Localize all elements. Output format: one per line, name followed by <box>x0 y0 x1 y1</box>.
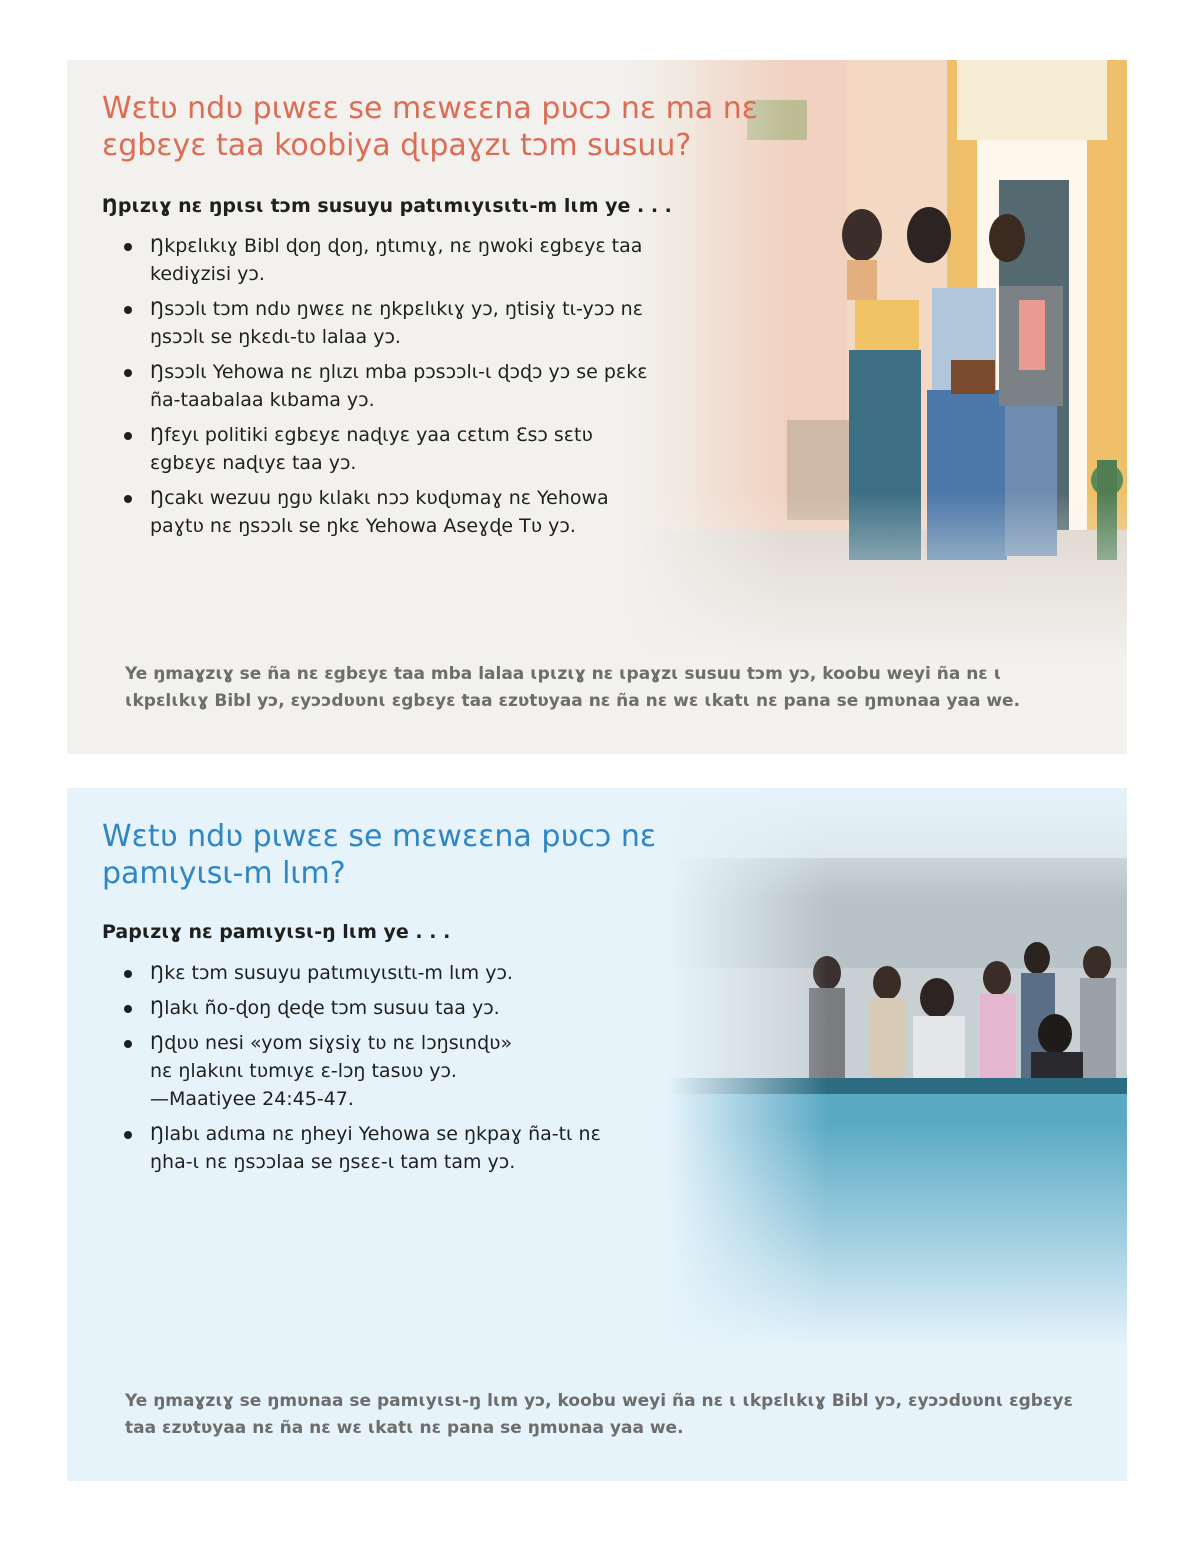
preaching-card <box>67 60 1127 754</box>
list-item <box>122 959 602 987</box>
list-item-text: Ŋɖʋʋ nesi «yom siɣsiɣ tʋ nɛ lɔŋsɩnɖʋ» nɛ ŋlakɩnɩ tʋmɩyɛ ɛ-lɔŋ tasʋʋ yɔ. —Maatiyee 24:45-47. <box>150 1032 513 1110</box>
bullet-icon <box>124 369 132 377</box>
bullet-icon <box>124 306 132 314</box>
requirements-list <box>122 232 652 547</box>
bullet-icon <box>124 243 132 251</box>
list-item <box>122 1029 602 1113</box>
bullet-icon <box>124 1040 132 1048</box>
bullet-icon <box>124 1131 132 1139</box>
list-item <box>122 358 652 414</box>
section-title: Wɛtʋ ndʋ pɩwɛɛ se mɛwɛɛna pʋcɔ nɛ pamɩyɩsɩ-m lɩm? <box>102 819 657 891</box>
bullet-icon <box>124 432 132 440</box>
list-item <box>122 1120 602 1176</box>
list-item <box>122 295 652 351</box>
bullet-icon <box>124 495 132 503</box>
section-lead: Papɩzɩɣ nɛ pamɩyɩsɩ-ŋ lɩm ye . . . <box>102 921 451 943</box>
bullet-icon <box>124 970 132 978</box>
list-item-text: Ŋkɛ tɔm susuyu patɩmɩyɩsɩtɩ-m lɩm yɔ. <box>150 962 513 984</box>
section-note: Ye ŋmaɣzɩɣ se ŋmʋnaa se pamɩyɩsɩ-ŋ lɩm yɔ, koobu weyi ña nɛ ɩ ɩkpɛlɩkɩɣ Bibl yɔ, ɛyɔɔdʋʋnɩ ɛgbɛyɛ taa ɛzʋtʋyaa nɛ ña nɛ wɛ ɩkatɩ nɛ pana se ŋmʋnaa yaa we. <box>125 1391 1073 1438</box>
section-lead: Ŋpɩzɩɣ nɛ ŋpɩsɩ tɔm susuyu patɩmɩyɩsɩtɩ-m lɩm ye . . . <box>102 195 672 217</box>
list-item-text: Ŋlabɩ adɩma nɛ ŋheyi Yehowa se ŋkpaɣ ña-tɩ nɛ ŋha-ɩ nɛ ŋsɔɔlaa se ŋsɛɛ-ɩ tam tam yɔ. <box>150 1123 601 1173</box>
list-item <box>122 484 652 540</box>
section-note: Ye ŋmaɣzɩɣ se ña nɛ ɛgbɛyɛ taa mba lalaa ɩpɩzɩɣ nɛ ɩpaɣzɩ susuu tɔm yɔ, koobu weyi ña nɛ ɩ ɩkpɛlɩkɩɣ Bibl yɔ, ɛyɔɔdʋʋnɩ ɛgbɛyɛ taa ɛzʋtʋyaa nɛ ña nɛ wɛ ɩkatɩ nɛ pana se ŋmʋnaa yaa we. <box>125 664 1021 711</box>
requirements-list <box>122 959 602 1183</box>
list-item <box>122 421 652 477</box>
section-title: Wɛtʋ ndʋ pɩwɛɛ se mɛwɛɛna pʋcɔ nɛ ma nɛ ɛgbɛyɛ taa koobiya ɖɩpaɣzɩ tɔm susuu? <box>102 91 758 163</box>
list-item <box>122 232 652 288</box>
list-item-text: Ŋsɔɔlɩ tɔm ndʋ ŋwɛɛ nɛ ŋkpɛlɩkɩɣ yɔ, ŋtisiɣ tɩ-yɔɔ nɛ ŋsɔɔlɩ se ŋkɛdɩ-tʋ lalaa yɔ. <box>150 298 643 348</box>
baptism-card <box>67 788 1127 1481</box>
list-item-text: Ŋfɛyɩ politiki ɛgbɛyɛ naɖɩyɛ yaa cɛtɩm Ɛsɔ sɛtʋ ɛgbɛyɛ naɖɩyɛ taa yɔ. <box>150 424 593 474</box>
list-item-text: Ŋsɔɔlɩ Yehowa nɛ ŋlɩzɩ mba pɔsɔɔlɩ-ɩ ɖɔɖɔ yɔ se pɛkɛ ña-taabalaa kɩbama yɔ. <box>150 361 648 411</box>
list-item-text: Ŋlakɩ ño-ɖoŋ ɖeɖe tɔm susuu taa yɔ. <box>150 997 500 1019</box>
bullet-icon <box>124 1005 132 1013</box>
list-item-text: Ŋcakɩ wezuu ŋgʋ kɩlakɩ nɔɔ kʋɖʋmaɣ nɛ Yehowa paɣtʋ nɛ ŋsɔɔlɩ se ŋkɛ Yehowa Aseɣɖe Tʋ yɔ. <box>150 487 609 537</box>
list-item <box>122 994 602 1022</box>
list-item-text: Ŋkpɛlɩkɩɣ Bibl ɖoŋ ɖoŋ, ŋtɩmɩɣ, nɛ ŋwoki ɛgbɛyɛ taa kediɣzisi yɔ. <box>150 235 643 285</box>
baptism-illustration <box>667 788 1127 1348</box>
